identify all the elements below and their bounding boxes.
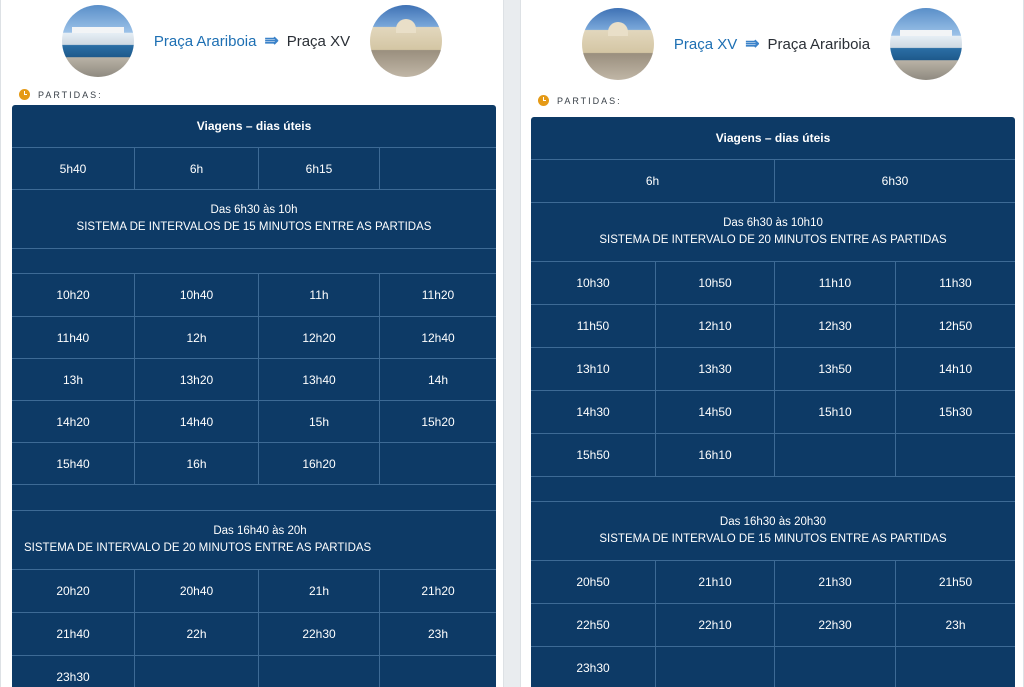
time-cell: 13h20 — [134, 359, 258, 400]
time-cell: 6h — [134, 148, 258, 189]
schedule-table — [531, 117, 1015, 687]
time-cell: 15h10 — [774, 391, 895, 433]
time-cell — [774, 434, 895, 476]
time-cell: 11h20 — [379, 274, 496, 316]
time-cell — [258, 656, 379, 687]
time-cell: 21h50 — [895, 561, 1015, 603]
time-cell: 6h15 — [258, 148, 379, 189]
interval-note — [12, 189, 496, 248]
time-cell: 12h30 — [774, 305, 895, 347]
time-cell: 11h30 — [895, 262, 1015, 304]
time-cell: 14h30 — [576, 405, 610, 419]
time-cell: 5h40 — [59, 161, 87, 176]
route-to: Praça Arariboia — [767, 35, 871, 53]
table-row — [12, 400, 496, 442]
time-cell: 14h10 — [895, 348, 1015, 390]
table-spacer — [12, 484, 496, 510]
interval-description: SISTEMA DE INTERVALOS DE 15 MINUTOS ENTRE AS PARTIDAS — [76, 221, 432, 233]
time-cell: 10h40 — [134, 274, 258, 316]
table-row — [12, 442, 496, 484]
section-label-text: PARTIDAS: — [38, 89, 103, 100]
time-cell: 11h40 — [56, 330, 90, 345]
table-row — [531, 560, 1015, 603]
time-cell: 14h40 — [134, 401, 258, 442]
time-cell: 11h10 — [774, 262, 895, 304]
time-cell: 13h — [62, 372, 84, 387]
table-row — [531, 390, 1015, 433]
clock-icon — [19, 89, 30, 100]
time-cell: 22h10 — [655, 604, 774, 646]
station-photo-praca-xv — [370, 5, 442, 77]
interval-range: Das 16h30 às 20h30 — [719, 516, 827, 528]
route-title — [154, 31, 350, 51]
table-row — [12, 612, 496, 655]
panel-arariboia-to-xv — [0, 0, 504, 687]
table-row — [531, 261, 1015, 304]
interval-range: Das 6h30 às 10h — [210, 204, 298, 216]
time-cell: 13h50 — [774, 348, 895, 390]
schedule-title: Viagens – dias úteis — [196, 119, 312, 133]
time-cell — [134, 656, 258, 687]
time-cell: 21h30 — [774, 561, 895, 603]
time-cell — [774, 647, 895, 687]
section-label — [538, 95, 622, 106]
time-cell: 21h10 — [655, 561, 774, 603]
route-from: Praça Arariboia — [153, 32, 257, 50]
route-header — [521, 8, 1023, 80]
time-cell: 23h30 — [576, 661, 610, 675]
time-cell: 10h50 — [655, 262, 774, 304]
table-row — [531, 347, 1015, 390]
time-cell: 12h40 — [379, 317, 496, 358]
time-cell: 20h40 — [134, 570, 258, 612]
interval-note — [531, 501, 1015, 560]
time-cell: 23h30 — [56, 670, 90, 684]
time-cell: 15h40 — [56, 456, 90, 471]
time-cell: 13h30 — [655, 348, 774, 390]
time-cell: 14h20 — [56, 414, 90, 429]
interval-description: SISTEMA DE INTERVALO DE 15 MINUTOS ENTRE AS PARTIDAS — [599, 533, 947, 545]
time-cell: 14h — [379, 359, 496, 400]
time-cell: 11h — [258, 274, 379, 316]
time-cell — [895, 647, 1015, 687]
time-cell: 21h — [258, 570, 379, 612]
time-cell: 6h — [645, 174, 660, 188]
time-cell: 22h50 — [576, 618, 610, 632]
interval-description: SISTEMA DE INTERVALO DE 20 MINUTOS ENTRE AS PARTIDAS — [24, 542, 372, 554]
table-row — [531, 646, 1015, 687]
station-photo-arariboia — [890, 8, 962, 80]
interval-note — [12, 510, 496, 569]
time-cell: 12h — [134, 317, 258, 358]
time-cell: 16h20 — [258, 443, 379, 484]
table-row — [12, 655, 496, 687]
table-row — [531, 159, 1015, 202]
interval-description: SISTEMA DE INTERVALO DE 20 MINUTOS ENTRE AS PARTIDAS — [599, 234, 947, 246]
time-cell: 13h40 — [258, 359, 379, 400]
schedule-title: Viagens – dias úteis — [715, 131, 831, 145]
table-spacer — [12, 248, 496, 273]
time-cell — [895, 434, 1015, 476]
double-arrow-right-icon: ⇛ — [745, 34, 760, 53]
time-cell: 23h — [895, 604, 1015, 646]
station-photo-arariboia — [62, 5, 134, 77]
time-cell: 21h20 — [379, 570, 496, 612]
time-cell: 22h30 — [774, 604, 895, 646]
table-row — [531, 433, 1015, 476]
time-cell — [379, 148, 496, 189]
time-cell: 13h10 — [576, 362, 610, 376]
clock-icon — [538, 95, 549, 106]
time-cell: 10h20 — [56, 288, 90, 302]
time-cell: 6h30 — [774, 160, 1015, 202]
schedule-table — [12, 105, 496, 687]
time-cell — [379, 443, 496, 484]
section-label-text: PARTIDAS: — [557, 95, 622, 106]
time-cell: 12h10 — [655, 305, 774, 347]
interval-range: Das 6h30 às 10h10 — [723, 217, 823, 229]
time-cell: 15h50 — [576, 448, 610, 462]
time-cell: 16h — [134, 443, 258, 484]
table-row — [531, 304, 1015, 347]
table-row — [12, 569, 496, 612]
time-cell: 12h50 — [895, 305, 1015, 347]
time-cell: 15h30 — [895, 391, 1015, 433]
time-cell: 12h20 — [258, 317, 379, 358]
route-header — [1, 5, 503, 77]
time-cell: 20h20 — [56, 584, 90, 598]
table-spacer — [531, 476, 1015, 501]
time-cell — [655, 647, 774, 687]
table-row — [12, 273, 496, 316]
time-cell: 20h50 — [576, 575, 610, 589]
time-cell: 15h — [258, 401, 379, 442]
table-row — [531, 603, 1015, 646]
time-cell: 10h30 — [576, 276, 610, 290]
interval-note — [531, 202, 1015, 261]
time-cell — [379, 656, 496, 687]
time-cell: 23h — [379, 613, 496, 655]
time-cell: 14h50 — [655, 391, 774, 433]
route-title — [674, 34, 870, 54]
panel-xv-to-arariboia — [520, 0, 1024, 687]
table-row — [12, 316, 496, 358]
time-cell: 16h10 — [655, 434, 774, 476]
route-from: Praça XV — [673, 35, 738, 53]
table-row — [12, 147, 496, 189]
time-cell: 15h20 — [379, 401, 496, 442]
section-label — [19, 89, 103, 100]
route-to: Praça XV — [286, 32, 351, 50]
time-cell: 22h30 — [258, 613, 379, 655]
interval-range: Das 16h40 às 20h — [213, 525, 307, 537]
table-row — [12, 358, 496, 400]
time-cell: 11h50 — [576, 319, 610, 333]
time-cell: 22h — [134, 613, 258, 655]
station-photo-praca-xv — [582, 8, 654, 80]
double-arrow-right-icon: ⇛ — [264, 31, 279, 50]
time-cell: 21h40 — [56, 627, 90, 641]
